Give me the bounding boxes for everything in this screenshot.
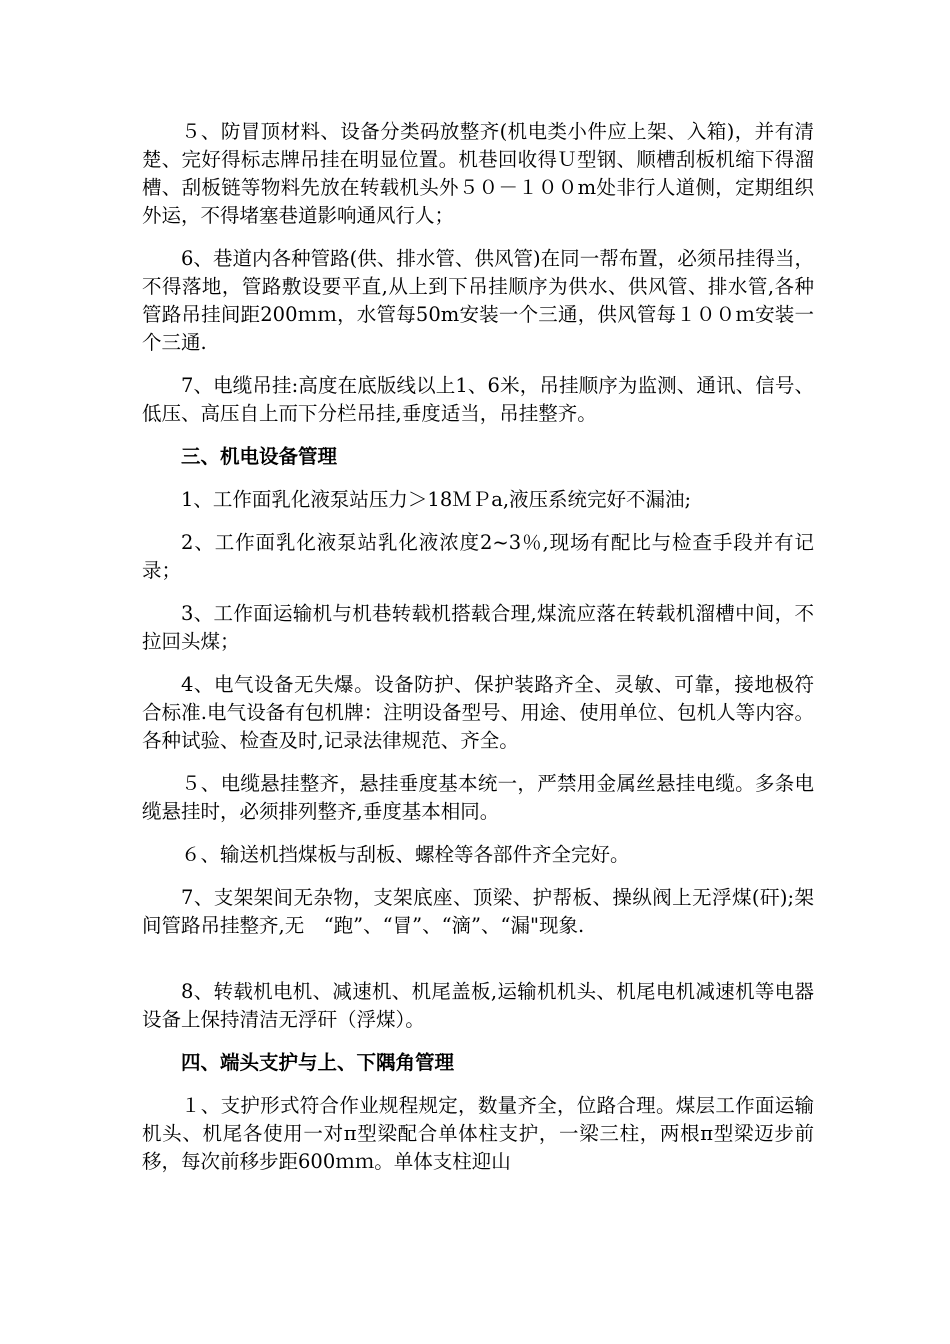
paragraph-3-8: 8、转载机电机、减速机、机尾盖板,运输机机头、机尾电机减速机等电器设备上保持清洁无浮矸（浮煤）。 [142, 980, 814, 1031]
paragraph-3-7: 7、支架架间无杂物，支架底座、顶梁、护帮板、操纵阀上无浮煤(矸);架间管路吊挂整齐,无 “跑”、“冒”、“滴”、“漏"现象. [142, 886, 814, 937]
paragraph-6-pipelines: 6、巷道内各种管路(供、排水管、供风管)在同一帮布置，必须吊挂得当，不得落地，管路敷设要平直,从上到下吊挂顺序为供水、供风管、排水管,各种管路吊挂间距200ｍｍ，水管每50m安装一个三通，供风管每１００ｍ安装一个三通. [142, 247, 814, 354]
section-heading-end-support: 四、端头支护与上、下隅角管理 [181, 1051, 455, 1074]
paragraph-3-6: ６、输送机挡煤板与刮板、螺栓等各部件齐全完好。 [181, 843, 630, 866]
paragraph-3-1: 1、工作面乳化液泵站压力＞18ＭＰa,液压系统完好不漏油; [181, 488, 692, 511]
section-heading-electromechanical: 三、机电设备管理 [181, 445, 338, 468]
paragraph-4-1: １、支护形式符合作业规程规定，数量齐全，位路合理。煤层工作面运输机头、机尾各使用一对π型梁配合单体柱支护，一梁三柱，两根π型梁迈步前移，每次前移步距600ｍｍ。单体支柱迎山 [142, 1094, 814, 1173]
paragraph-3-4: 4、电气设备无失爆。设备防护、保护装路齐全、灵敏、可靠，接地极符合标准.电气设备有包机牌：注明设备型号、用途、使用单位、包机人等内容。各种试验、检查及时,记录法律规范、齐全。 [142, 673, 814, 752]
paragraph-3-5: ５、电缆悬挂整齐，悬挂垂度基本统一，严禁用金属丝悬挂电缆。多条电缆悬挂时，必须排列整齐,垂度基本相同。 [142, 772, 814, 823]
paragraph-3-3: 3、工作面运输机与机巷转载机搭载合理,煤流应落在转载机溜槽中间，不拉回头煤； [142, 602, 814, 653]
document-body [142, 118, 814, 1191]
paragraph-5-materials: ５、防冒顶材料、设备分类码放整齐(机电类小件应上架、入箱)，并有清楚、完好得标志牌吊挂在明显位置。机巷回收得Ｕ型钢、顺槽刮板机缩下得溜槽、刮板链等物料先放在转载机头外５０－１００m处非行人道侧，定期组织外运，不得堵塞巷道影响通风行人； [142, 120, 814, 227]
paragraph-7-cables: 7、电缆吊挂:高度在底版线以上1、6米，吊挂顺序为监测、通讯、信号、低压、高压自上而下分栏吊挂,垂度适当，吊挂整齐。 [142, 374, 814, 425]
paragraph-3-2: 2、工作面乳化液泵站乳化液浓度2~3％,现场有配比与检查手段并有记录； [142, 531, 814, 582]
